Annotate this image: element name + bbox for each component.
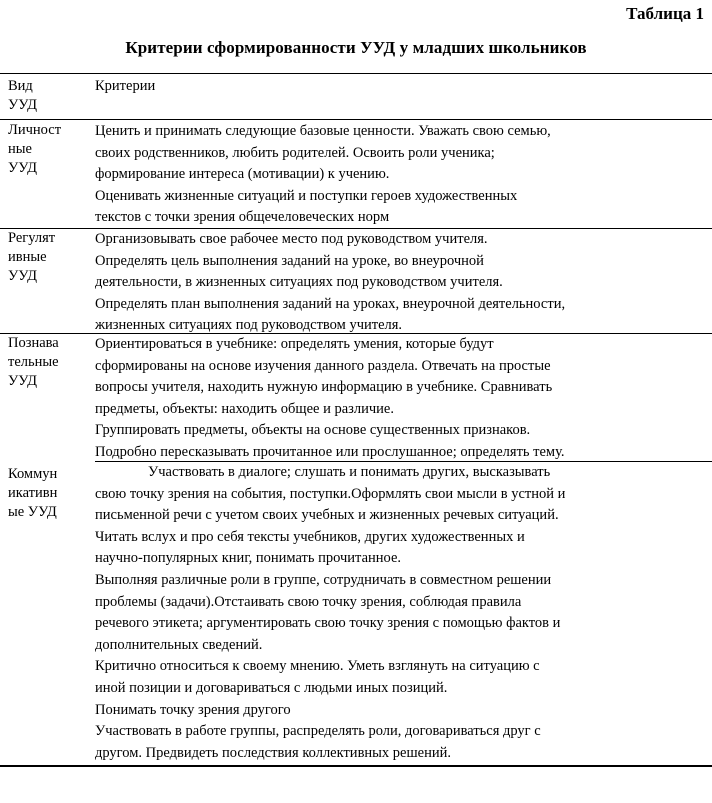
criteria-paragraph: Выполняя различные роли в группе, сотрудничать в совместном решении проблемы (задачи).Отстаивать свою точку зрения, соблюдая правила речевого этикета; аргументировать свою точку зрения с помощью фактов и дополнительных сведений. [95, 571, 561, 653]
type-cell: Личност ные УУД [8, 122, 62, 176]
criteria-paragraph: Организовывать свое рабочее место под руководством учителя. [95, 231, 488, 247]
criteria-paragraph: Понимать точку зрения другого [95, 701, 291, 718]
type-cell: Коммун икативн ые УУД [8, 466, 58, 520]
header-type-cell: Вид УУД [8, 78, 37, 113]
criteria-paragraph: Группировать предметы, объекты на основе существенных признаков. [95, 422, 531, 439]
criteria-paragraph: Участвовать в работе группы, распределять роли, договариваться друг с другом. Предвидеть последствия коллективных решений. [95, 723, 541, 761]
rule-header-bottom [0, 119, 712, 120]
criteria-cell [95, 121, 707, 229]
criteria-paragraph: Определять план выполнения заданий на уроках, внеурочной деятельности, жизненных ситуациях под руководством учителя. [95, 295, 566, 334]
type-cell: Регулят ивные УУД [8, 230, 56, 284]
criteria-paragraph: Определять цель выполнения заданий на уроке, во внеурочной деятельности, в жизненных ситуациях под руководством учителя. [95, 252, 503, 291]
header-criteria-cell: Критерии [95, 78, 156, 94]
criteria-paragraph: Подробно пересказывать прочитанное или прослушанное; определять тему. [95, 443, 565, 460]
criteria-paragraph: Ориентироваться в учебнике: определять умения, которые будут сформированы на основе изучения данного раздела. Отвечать на простые вопросы учителя, находить нужную информацию в учебнике. Сравнивать предметы, объекты: находить общее и различие. [95, 336, 553, 417]
type-cell: Познава тельные УУД [8, 335, 59, 389]
criteria-cell [95, 462, 707, 764]
rule-top [0, 73, 712, 74]
rule-table-bottom [0, 765, 712, 767]
criteria-paragraph: Критично относиться к своему мнению. Уметь взглянуть на ситуацию с иной позиции и договариваться с людьми иных позиций. [95, 658, 540, 696]
criteria-cell [95, 229, 707, 337]
criteria-cell [95, 334, 707, 464]
criteria-paragraph: Читать вслух и про себя тексты учебников, других художественных и научно-популярных книг, понимать прочитанное. [95, 528, 525, 567]
table-title: Критерии сформированности УУД у младших школьников [125, 38, 587, 57]
criteria-paragraph: Участвовать в диалоге; слушать и понимать других, высказывать свою точку зрения на события, поступки.Оформлять свои мысли в устной и письменной речи с учетом своих учебных и жизненных речевых ситуаций. [95, 464, 566, 524]
criteria-paragraph: Оценивать жизненные ситуаций и поступки героев художественных текстов с точки зрения общечеловеческих норм [95, 187, 518, 226]
table-number: Таблица 1 [626, 4, 704, 23]
criteria-paragraph: Ценить и принимать следующие базовые ценности. Уважать свою семью, своих родственников, любить родителей. Освоить роли ученика; формирование интереса (мотивации) к учению. [95, 123, 551, 183]
